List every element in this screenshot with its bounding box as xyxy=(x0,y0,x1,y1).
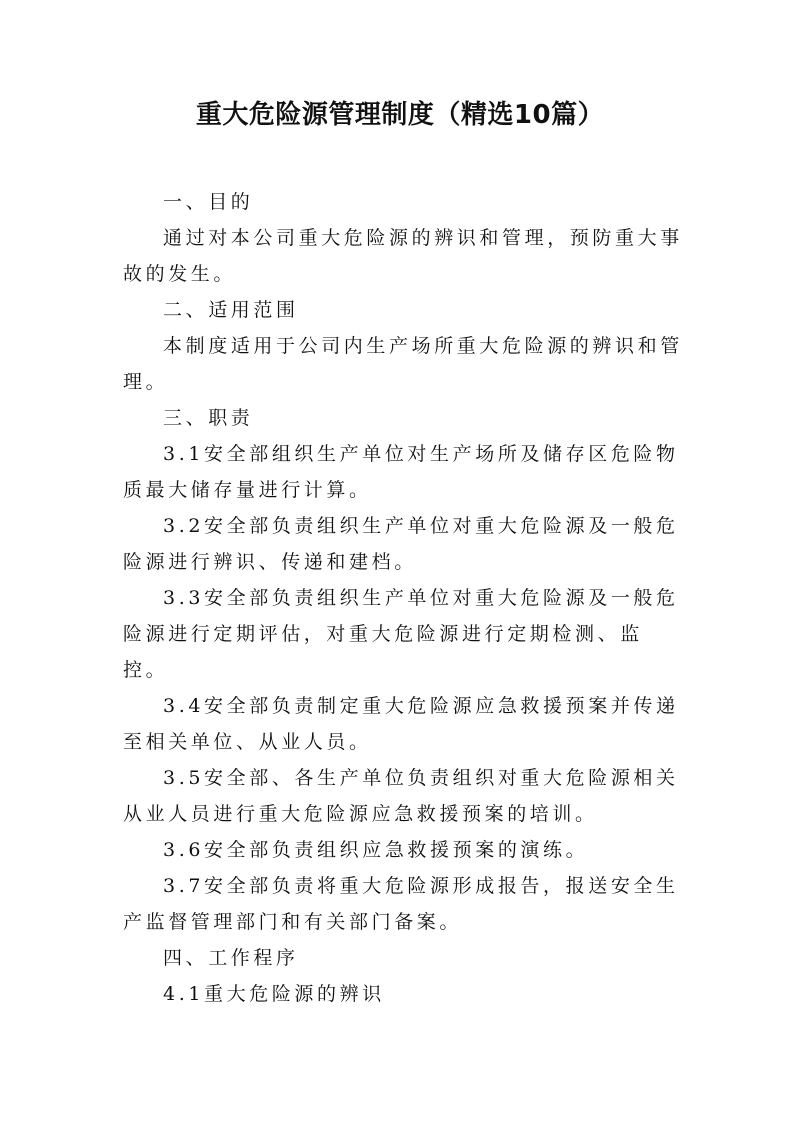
paragraph-purpose: 通过对本公司重大危险源的辨识和管理，预防重大事故的发生。 xyxy=(123,227,683,285)
paragraph-3-7: 3.7安全部负责将重大危险源形成报告，报送安全生产监督管理部门和有关部门备案。 xyxy=(123,875,679,933)
paragraph-3-4: 3.4安全部负责制定重大危险源应急救援预案并传递至相关单位、从业人员。 xyxy=(123,695,679,753)
section-heading-procedure: 四、工作程序 xyxy=(163,947,299,969)
paragraph-scope: 本制度适用于公司内生产场所重大危险源的辨识和管理。 xyxy=(123,335,683,393)
document-body xyxy=(123,184,683,1012)
paragraph-3-5: 3.5安全部、各生产单位负责组织对重大危险源相关从业人员进行重大危险源应急救援预案的培训。 xyxy=(123,767,679,825)
section-heading-scope: 二、适用范围 xyxy=(163,299,299,321)
paragraph-3-1: 3.1安全部组织生产单位对生产场所及储存区危险物质最大储存量进行计算。 xyxy=(123,443,679,501)
section-heading-responsibilities: 三、职责 xyxy=(163,407,254,429)
paragraph-3-3: 3.3安全部负责组织生产单位对重大危险源及一般危险源进行定期评估，对重大危险源进行定期检测、监控。 xyxy=(123,587,679,681)
paragraph-3-6: 3.6安全部负责组织应急救援预案的演练。 xyxy=(163,839,589,861)
subsection-heading-4-1: 4.1重大危险源的辨识 xyxy=(163,983,385,1005)
document-title: 重大危险源管理制度（精选10篇） xyxy=(195,100,605,130)
paragraph-3-2: 3.2安全部负责组织生产单位对重大危险源及一般危险源进行辨识、传递和建档。 xyxy=(123,515,679,573)
section-heading-purpose: 一、目的 xyxy=(163,191,254,213)
